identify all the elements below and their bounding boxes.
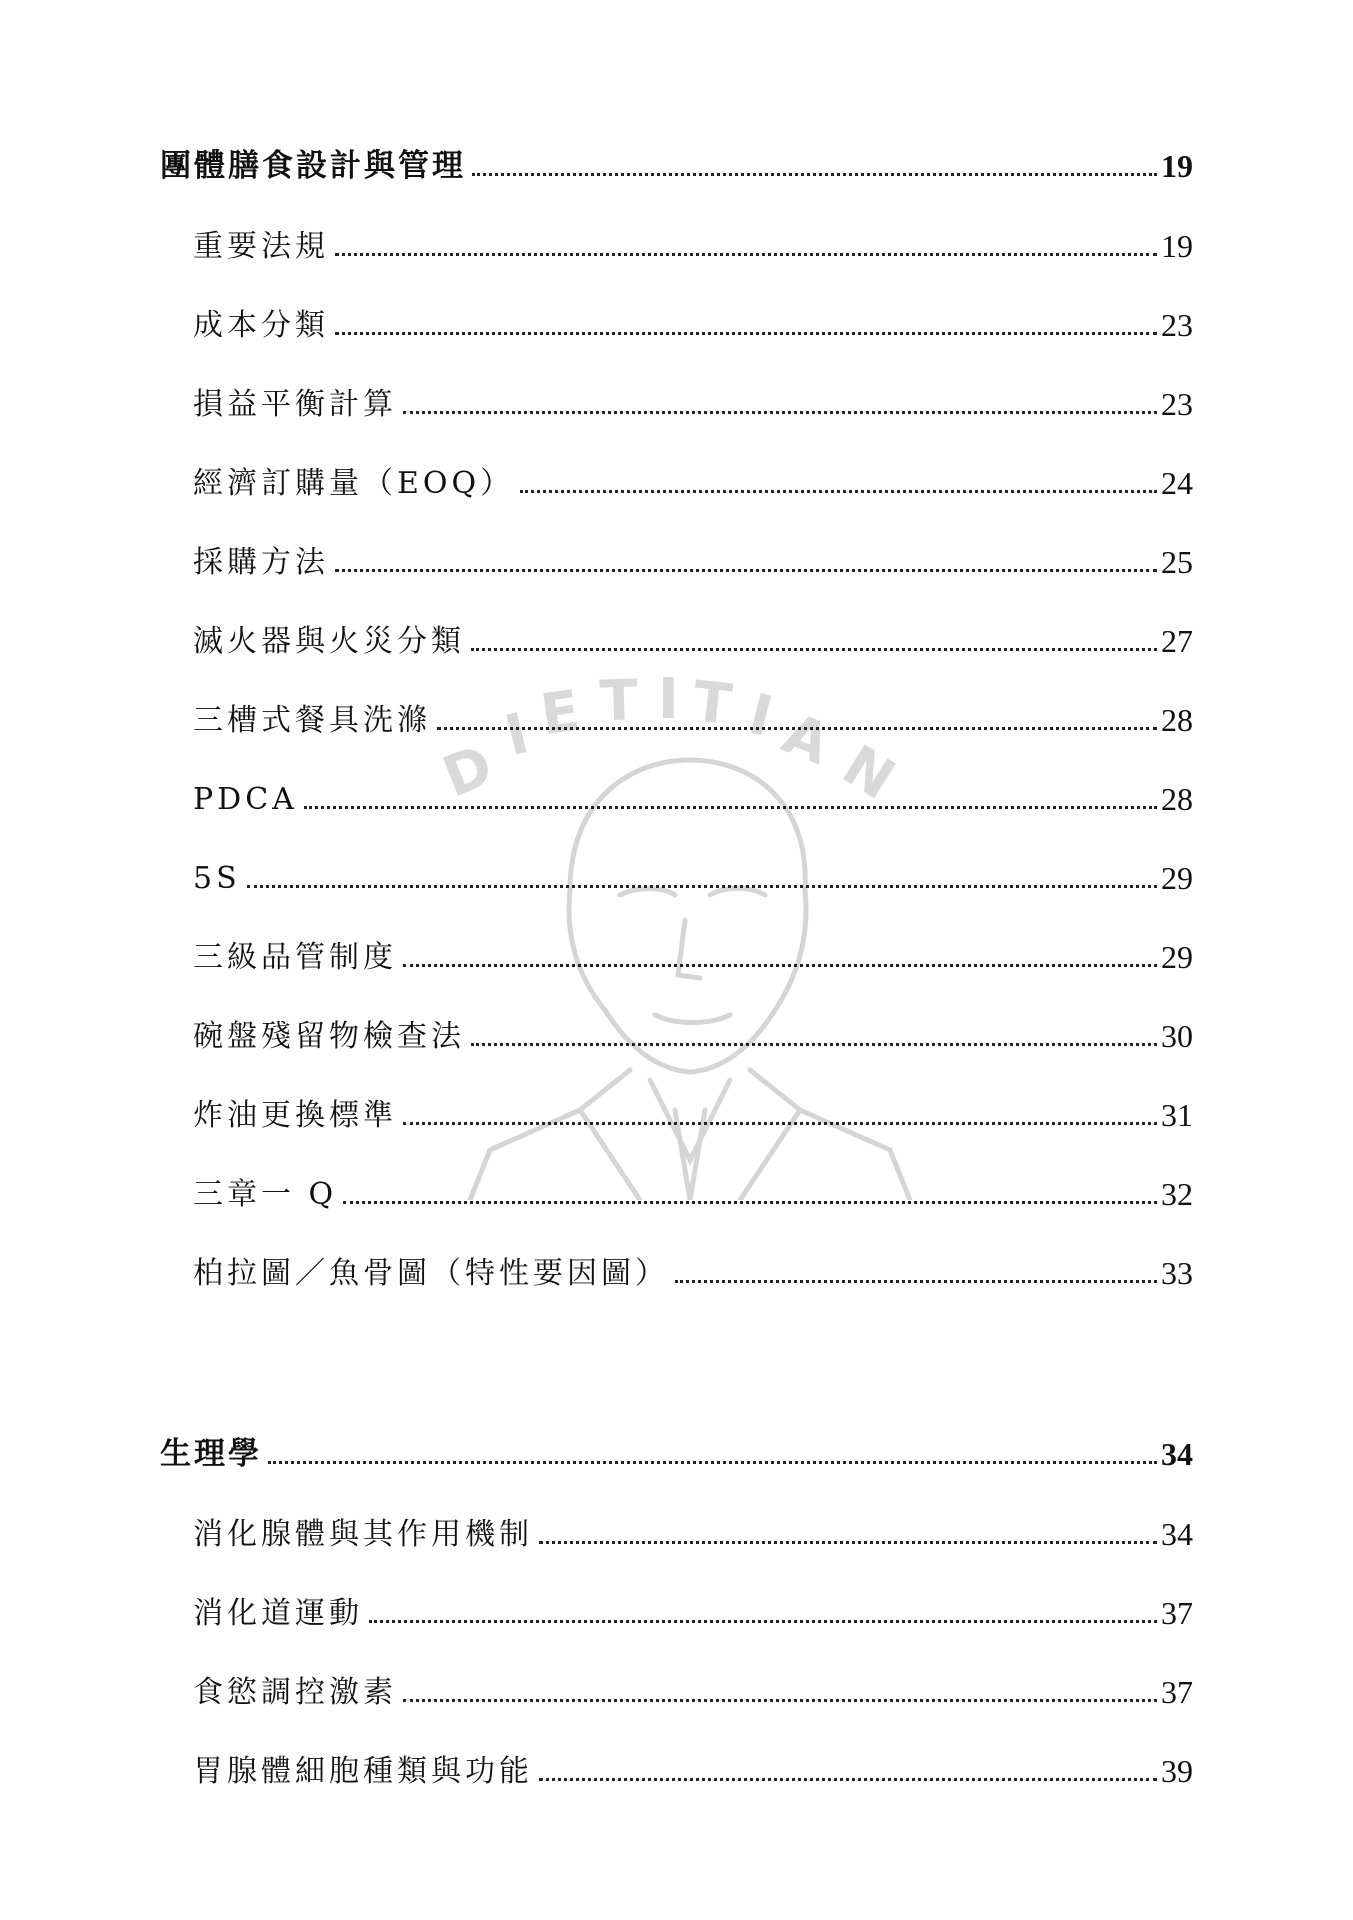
toc-entry[interactable] <box>193 1239 1193 1289</box>
toc-page-number: 23 <box>1161 386 1193 422</box>
watermark-letter: E <box>536 678 584 749</box>
toc-entry-label: 食慾調控激素 <box>193 1675 397 1710</box>
watermark-letter: I <box>658 667 679 732</box>
toc-page-number: 29 <box>1161 860 1193 896</box>
toc-entry-label: 胃腺體細胞種類與功能 <box>193 1754 533 1789</box>
toc-leader-dots <box>471 648 1157 651</box>
toc-leader-dots <box>675 1280 1157 1283</box>
watermark-letter: I <box>742 682 779 751</box>
toc-leader-dots <box>403 411 1157 414</box>
watermark-letter: T <box>598 668 640 735</box>
toc-leader-dots <box>335 332 1157 335</box>
toc-page-number: 33 <box>1161 1255 1193 1291</box>
toc-leader-dots <box>335 569 1157 572</box>
toc-section-heading[interactable] <box>160 132 1193 182</box>
toc-page-number: 27 <box>1161 623 1193 659</box>
toc-entry-label: 損益平衡計算 <box>193 387 397 422</box>
toc-leader-dots <box>403 964 1157 967</box>
toc-entry-label: 採購方法 <box>193 545 329 580</box>
toc-entry-label: 重要法規 <box>193 229 329 264</box>
toc-entry[interactable] <box>193 449 1193 499</box>
toc-entry[interactable] <box>193 923 1193 973</box>
watermark-letter: I <box>499 701 536 770</box>
toc-leader-dots <box>520 490 1157 493</box>
toc-entry[interactable] <box>193 212 1193 262</box>
toc-page-number: 31 <box>1161 1097 1193 1133</box>
toc-entry-label: 滅火器與火災分類 <box>193 624 465 659</box>
toc-page-number: 28 <box>1161 781 1193 817</box>
toc-entry[interactable] <box>193 291 1193 341</box>
toc-leader-dots <box>304 806 1157 809</box>
toc-entry-label: 消化道運動 <box>193 1596 363 1631</box>
toc-page-number: 24 <box>1161 465 1193 501</box>
toc-entry[interactable] <box>193 1658 1193 1708</box>
toc-leader-dots <box>268 1461 1157 1464</box>
toc-entry[interactable] <box>193 370 1193 420</box>
toc-leader-dots <box>471 1043 1157 1046</box>
toc-leader-dots <box>403 1699 1157 1702</box>
toc-entry-label: 碗盤殘留物檢查法 <box>193 1019 465 1054</box>
watermark-letter: A <box>773 701 839 778</box>
toc-entry-label: 經濟訂購量（EOQ） <box>193 466 515 501</box>
toc-entry[interactable] <box>193 1002 1193 1052</box>
watermark-letter: T <box>689 669 735 738</box>
toc-page-number: 19 <box>1161 148 1193 184</box>
toc-entry[interactable] <box>193 686 1193 736</box>
toc-page-number: 28 <box>1161 702 1193 738</box>
toc-leader-dots <box>539 1778 1157 1781</box>
toc-section-heading[interactable] <box>160 1420 1193 1470</box>
toc-page-number: 37 <box>1161 1674 1193 1710</box>
toc-page-number: 23 <box>1161 307 1193 343</box>
toc-entry[interactable] <box>193 1737 1193 1787</box>
toc-leader-dots <box>437 727 1157 730</box>
toc-entry[interactable] <box>193 1500 1193 1550</box>
toc-entry-label: 5S <box>193 861 241 896</box>
toc-entry[interactable] <box>193 528 1193 578</box>
toc-entry-label: 消化腺體與其作用機制 <box>193 1517 533 1552</box>
toc-entry-label: 三章一 Q <box>193 1177 338 1212</box>
toc-leader-dots <box>539 1541 1157 1544</box>
toc-entry[interactable] <box>193 844 1193 894</box>
toc-leader-dots <box>369 1620 1157 1623</box>
toc-leader-dots <box>335 253 1157 256</box>
toc-leader-dots <box>247 885 1157 888</box>
toc-entry[interactable] <box>193 765 1193 815</box>
toc-entry-label: 三級品管制度 <box>193 940 397 975</box>
toc-page-number: 39 <box>1161 1753 1193 1789</box>
watermark-letter: N <box>831 732 906 813</box>
toc-section-title: 生理學 <box>160 1436 262 1472</box>
toc-entry[interactable] <box>193 1160 1193 1210</box>
toc-page-number: 25 <box>1161 544 1193 580</box>
toc-entry-label: 三槽式餐具洗滌 <box>193 703 431 738</box>
toc-leader-dots <box>343 1201 1157 1204</box>
watermark-letter: D <box>434 732 502 811</box>
toc-page-number: 30 <box>1161 1018 1193 1054</box>
portrait-sketch <box>470 760 910 1200</box>
toc-page-number: 29 <box>1161 939 1193 975</box>
toc-page-number: 37 <box>1161 1595 1193 1631</box>
toc-entry[interactable] <box>193 1081 1193 1131</box>
toc-leader-dots <box>403 1122 1157 1125</box>
toc-entry-label: 柏拉圖／魚骨圖（特性要因圖） <box>193 1256 669 1291</box>
toc-entry[interactable] <box>193 607 1193 657</box>
toc-entry[interactable] <box>193 1579 1193 1629</box>
toc-page-number: 19 <box>1161 228 1193 264</box>
toc-page-number: 32 <box>1161 1176 1193 1212</box>
toc-page-number: 34 <box>1161 1516 1193 1552</box>
toc-section-title: 團體膳食設計與管理 <box>160 148 466 184</box>
toc-leader-dots <box>472 173 1157 176</box>
toc-page-number: 34 <box>1161 1436 1193 1472</box>
toc-entry-label: 成本分類 <box>193 308 329 343</box>
toc-entry-label: PDCA <box>193 782 298 817</box>
toc-entry-label: 炸油更換標準 <box>193 1098 397 1133</box>
